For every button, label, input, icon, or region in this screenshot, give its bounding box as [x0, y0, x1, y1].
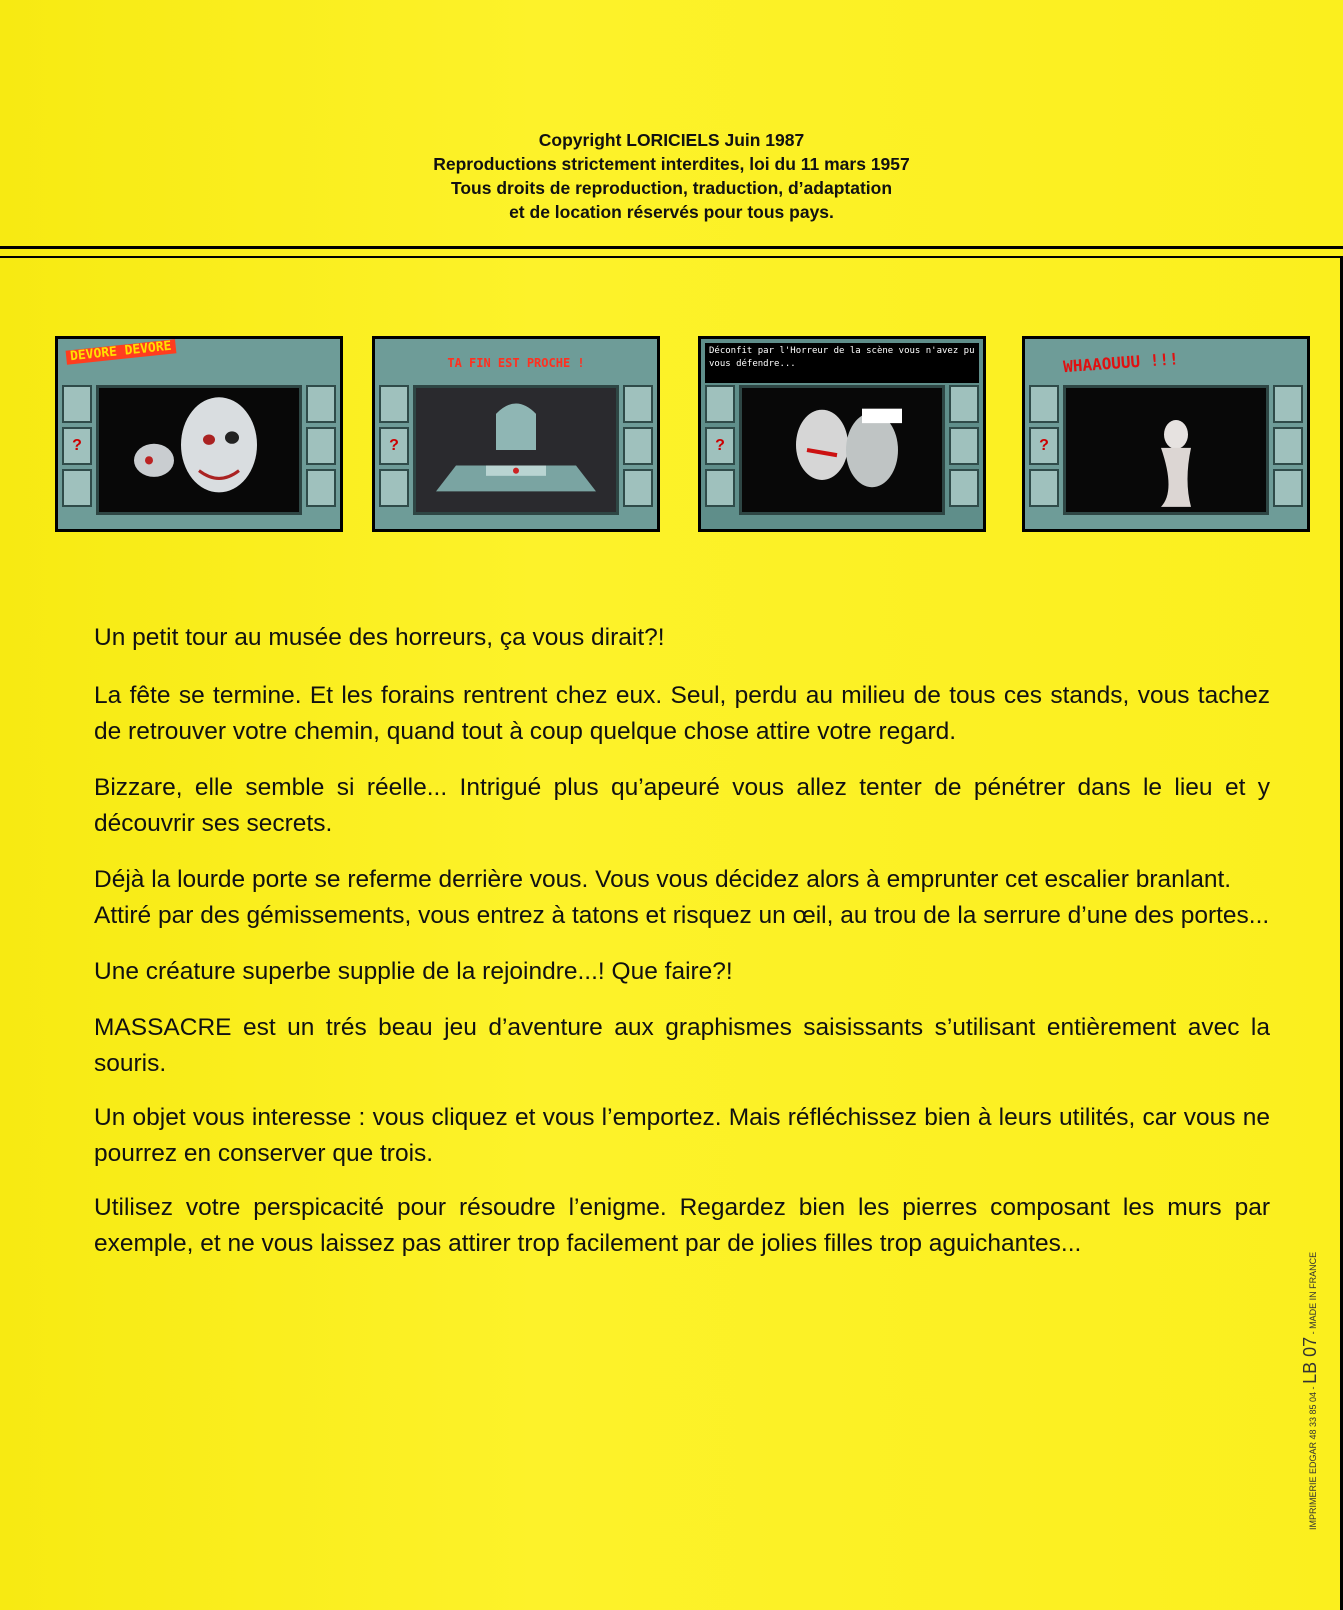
- paragraph: La fête se termine. Et les forains rentrent chez eux. Seul, perdu au milieu de tous ces stands, vous tachez de retrouver votre chemin, quand tout à coup quelque chose attire votre regard.: [94, 682, 1270, 745]
- paragraph: Une créature superbe supplie de la rejoindre...! Que faire?!: [94, 958, 733, 985]
- copyright-block: [0, 128, 1343, 224]
- help-icon: ?: [705, 427, 735, 465]
- scene-monsters: [739, 385, 945, 515]
- printer-imprint: [1300, 1252, 1321, 1530]
- game-screenshot: [1022, 336, 1310, 532]
- paragraph: Déjà la lourde porte se referme derrière vous. Vous vous décidez alors à emprunter cet escalier branlant.: [94, 866, 1232, 893]
- help-icon: ?: [1029, 427, 1059, 465]
- copyright-line: Tous droits de reproduction, traduction, d’adaptation: [450, 178, 893, 198]
- paragraph: Bizzare, elle semble si réelle... Intrigué plus qu’apeuré vous allez tenter de pénétrer dans le lieu et y découvrir ses secrets.: [94, 774, 1270, 837]
- help-icon: ?: [379, 427, 409, 465]
- description-text: [94, 620, 1270, 1262]
- screenshot-caption: WHAAOUUU !!!: [1062, 349, 1180, 377]
- scene-zombie: [96, 385, 302, 515]
- help-icon: ?: [62, 427, 92, 465]
- scene-tomb: [413, 385, 619, 515]
- imprint-text: IMPRIMERIE EDGAR 48 33 85 04 -: [1308, 1386, 1318, 1530]
- screenshot-caption: DEVORE DEVORE: [66, 345, 332, 381]
- screenshot-caption: TA FIN EST PROCHE !: [447, 356, 585, 370]
- product-code: LB 07: [1300, 1336, 1320, 1384]
- paragraph: Un petit tour au musée des horreurs, ça vous dirait?!: [94, 624, 665, 651]
- paragraph: Attiré par des gémissements, vous entrez à tatons et risquez un œil, au trou de la serrure d’une des portes...: [94, 902, 1270, 929]
- game-screenshot: [698, 336, 986, 532]
- divider: [0, 246, 1343, 249]
- screenshot-strip: [0, 336, 1343, 536]
- game-screenshot: [55, 336, 343, 532]
- game-screenshot: [372, 336, 660, 532]
- copyright-line: Reproductions strictement interdites, loi du 11 mars 1957: [433, 154, 910, 174]
- copyright-line: et de location réservés pour tous pays.: [509, 202, 834, 222]
- paragraph: Un objet vous interesse : vous cliquez et vous l’emportez. Mais réfléchissez bien à leurs utilités, car vous ne pourrez en conserver que trois.: [94, 1104, 1270, 1167]
- screenshot-caption: Déconfit par l'Horreur de la scène vous n'avez pu vous défendre...: [705, 343, 979, 383]
- made-in-text: - MADE IN FRANCE: [1308, 1251, 1318, 1335]
- divider: [0, 256, 1343, 258]
- copyright-line: Copyright LORICIELS Juin 1987: [538, 130, 805, 150]
- paragraph: Utilisez votre perspicacité pour résoudre l’enigme. Regardez bien les pierres composant les murs par exemple, et ne vous laissez pas attirer trop facilement par de jolies filles trop aguichantes...: [94, 1194, 1270, 1257]
- scene-creature: [1063, 385, 1269, 515]
- paragraph: MASSACRE est un trés beau jeu d’aventure aux graphismes saisissants s’utilisant entièrement avec la souris.: [94, 1014, 1270, 1077]
